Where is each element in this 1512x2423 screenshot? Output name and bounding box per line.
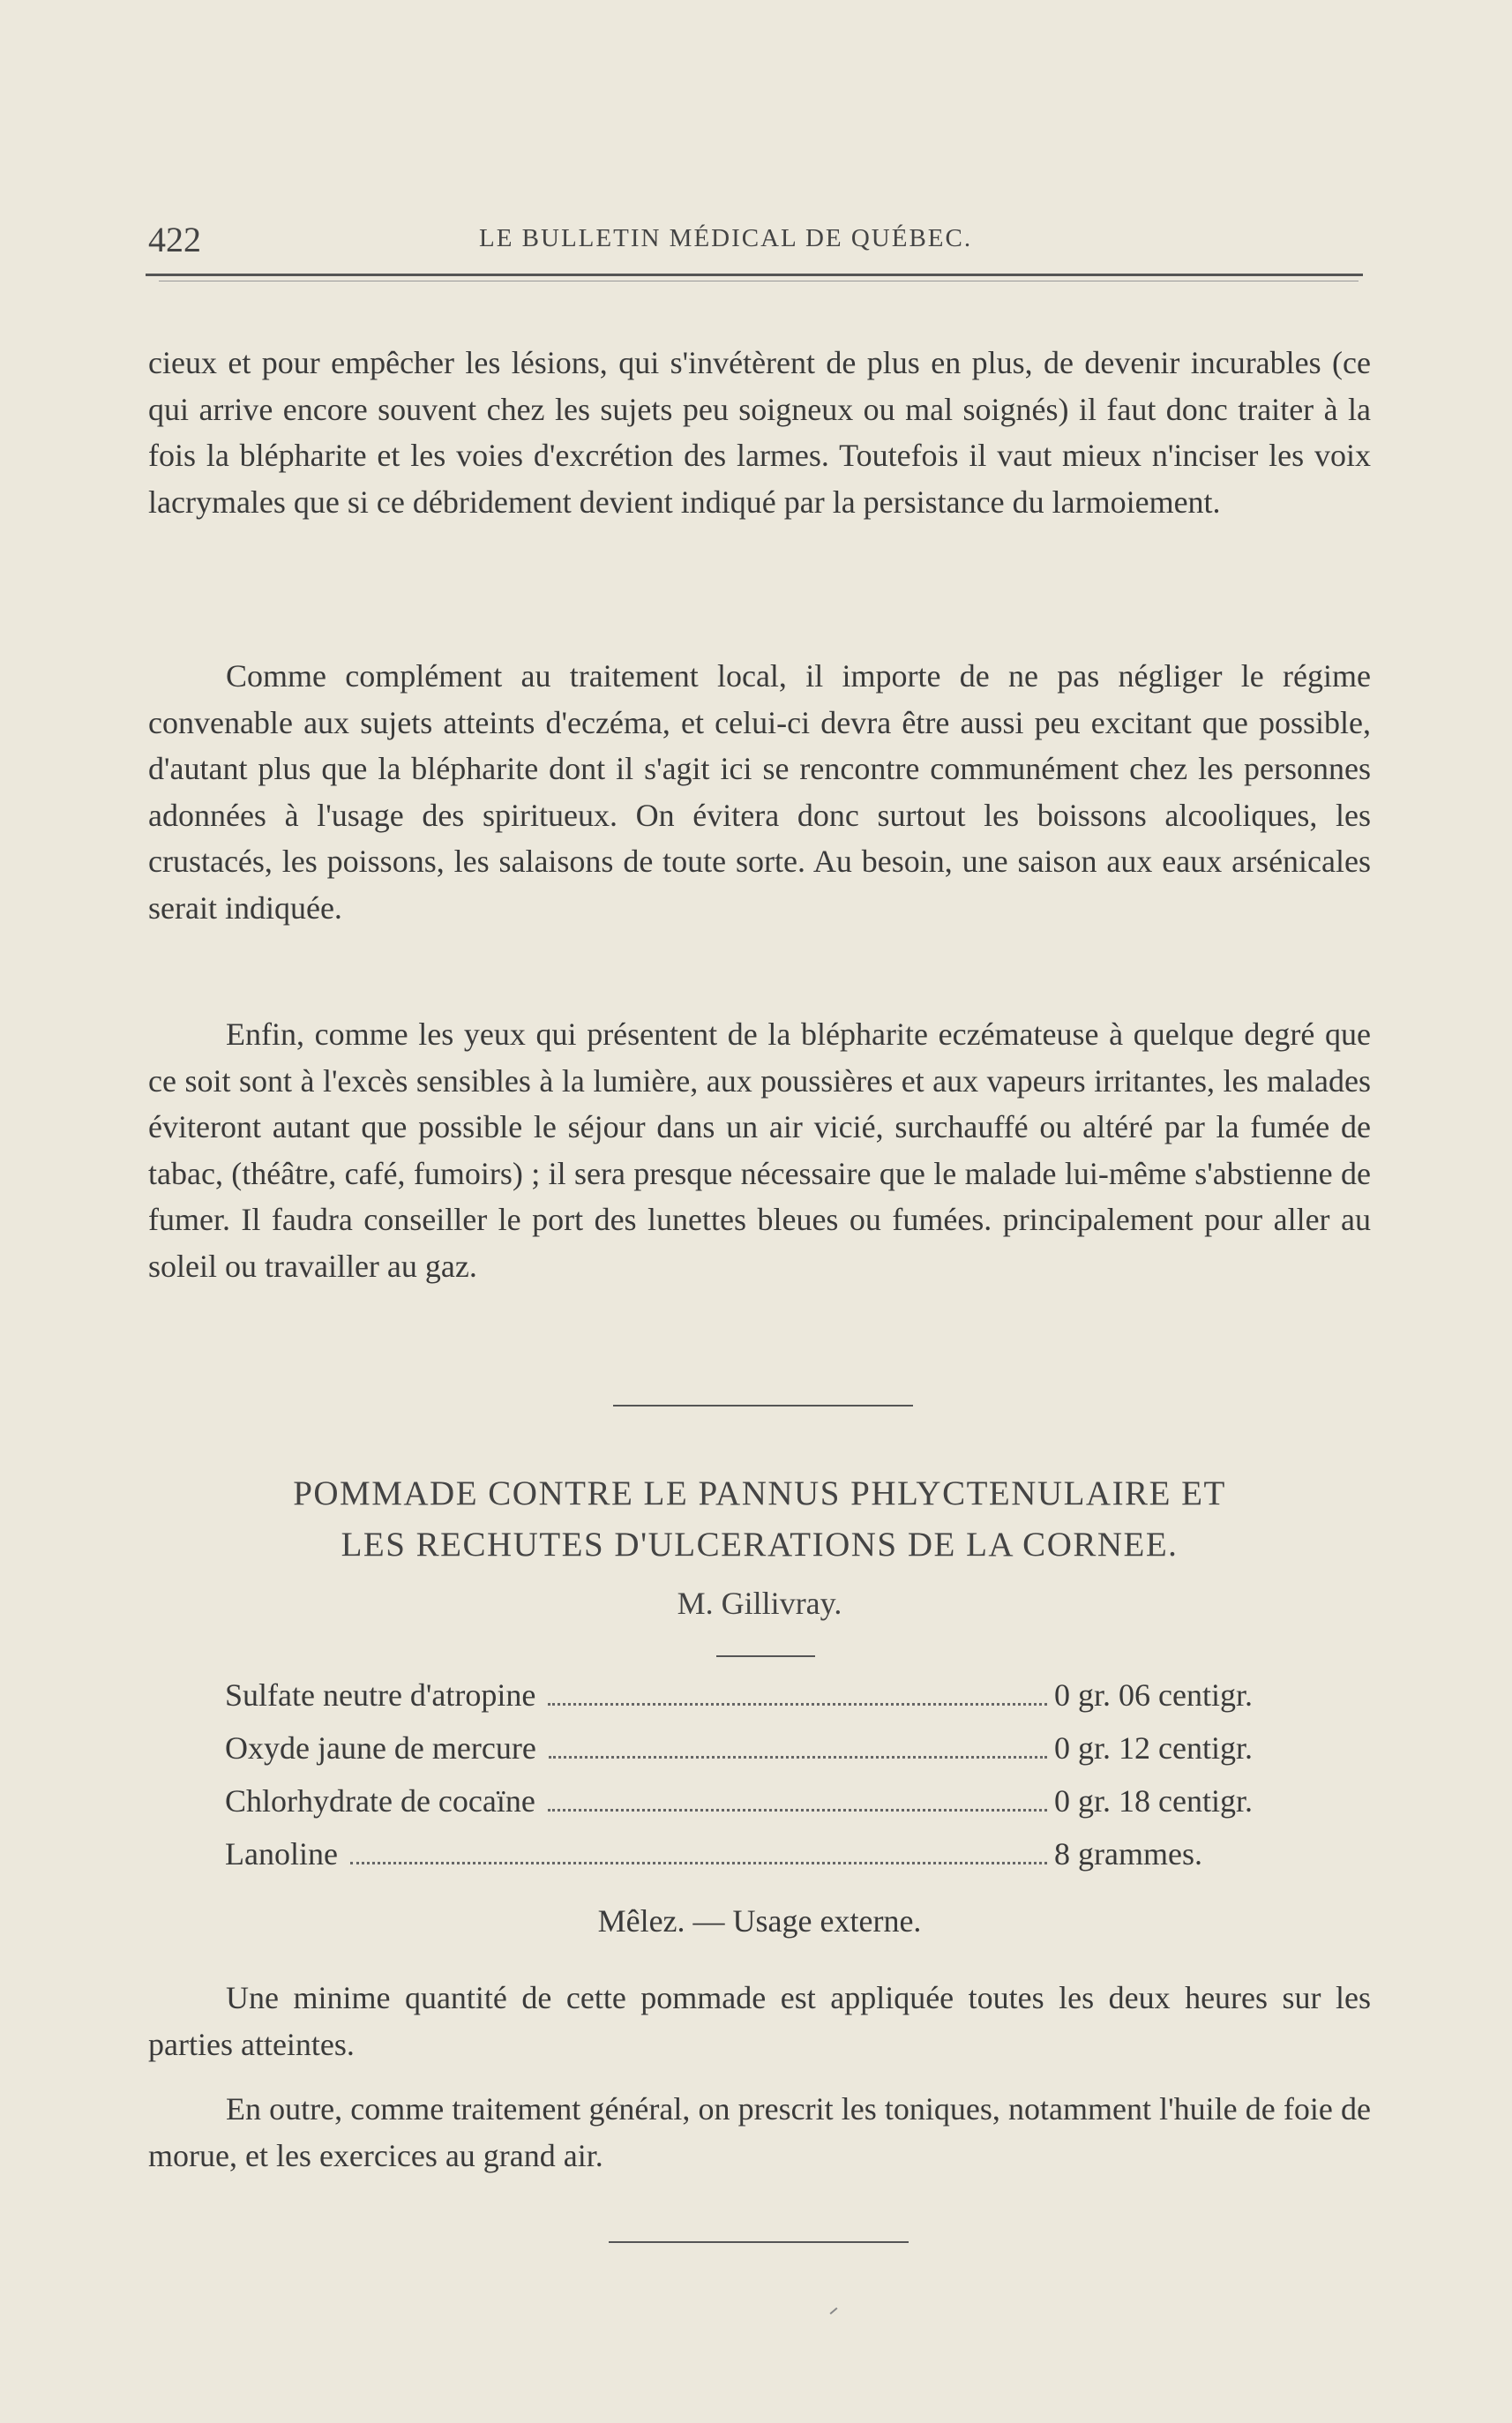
paragraph-application: Une minime quantité de cette pommade est appliquée toutes les deux heures sur les parties atteintes. [148, 1980, 1371, 2062]
ingredient-name: Chlorhydrate de cocaïne [225, 1783, 535, 1819]
ingredient-name: Oxyde jaune de mercure [225, 1730, 536, 1766]
print-mark [830, 2307, 838, 2314]
formula-row [225, 1835, 1310, 1888]
paragraph-regime: Comme complément au traitement local, il importe de ne pas négliger le régime convenable aux sujets atteints d'eczéma, et celui-ci devra être aussi peu excitant que possible, d'autant plus que la blépharite dont il s'agit ici se rencontre communément chez les personnes adonnées à l'usage des spiritueux. On évitera donc surtout les boissons alcooliques, les crustacés, les poissons, les salaisons de toute sorte. Au besoin, une saison aux eaux arsénicales serait indiquée. [148, 658, 1371, 926]
ingredient-name: Lanoline [225, 1836, 338, 1872]
end-divider [609, 2241, 909, 2243]
ingredient-dose: 8 grammes. [1054, 1836, 1202, 1872]
dot-leader [548, 1809, 1047, 1812]
dot-leader [548, 1703, 1047, 1706]
ingredient-dose: 0 gr. 18 centigr. [1054, 1783, 1253, 1819]
formula-row [225, 1729, 1310, 1782]
ingredient-dose: 0 gr. 12 centigr. [1054, 1730, 1253, 1766]
running-head: LE BULLETIN MÉDICAL DE QUÉBEC. [479, 224, 973, 252]
dot-leader [350, 1862, 1047, 1864]
section-divider [613, 1405, 913, 1407]
ingredient-dose: 0 gr. 06 centigr. [1054, 1677, 1253, 1713]
paragraph-precautions: Enfin, comme les yeux qui présentent de la blépharite eczémateuse à quelque degré que ce soit sont à l'excès sensibles à la lumière, aux poussières et aux vapeurs irritantes, les malades éviteront autant que possible le séjour dans un air vicié, surchauffé ou altéré par la fumée de tabac, (théâtre, café, fumoirs) ; il sera presque nécessaire que le malade lui-même s'abstienne de fumer. Il faudra conseiller le port des lunettes bleues ou fumées. principalement pour aller au soleil ou travailler au gaz. [148, 1016, 1371, 1284]
section-title-line2: LES RECHUTES D'ULCERATIONS DE LA CORNEE. [341, 1526, 1179, 1564]
section-title-line1: POMMADE CONTRE LE PANNUS PHLYCTENULAIRE ET [293, 1474, 1226, 1512]
formula-row [225, 1782, 1310, 1835]
usage-instructions: Mêlez. — Usage externe. [597, 1903, 922, 1939]
ingredient-name: Sulfate neutre d'atropine [225, 1677, 536, 1713]
formula-row [225, 1677, 1310, 1729]
page-header [148, 219, 1366, 272]
prescription-formula [225, 1677, 1310, 1888]
page-number: 422 [148, 220, 201, 259]
paragraph-general-treatment: En outre, comme traitement général, on prescrit les toniques, notamment l'huile de foie de morue, et les exercices au grand air. [148, 2091, 1371, 2173]
dot-leader [549, 1756, 1047, 1759]
header-rule [146, 274, 1363, 276]
section-author: M. Gillivray. [677, 1586, 842, 1621]
paragraph-continuation: cieux et pour empêcher les lésions, qui s'invétèrent de plus en plus, de devenir incurables (ce qui arrive encore souvent chez les sujets peu soigneux ou mal soignés) il faut donc traiter à la fois la blépharite et les voies d'excrétion des larmes. Toutefois il vaut mieux n'inciser les voix lacrymales que si ce débridement devient indiqué par la persistance du larmoiement. [148, 345, 1371, 520]
author-divider [716, 1655, 815, 1657]
